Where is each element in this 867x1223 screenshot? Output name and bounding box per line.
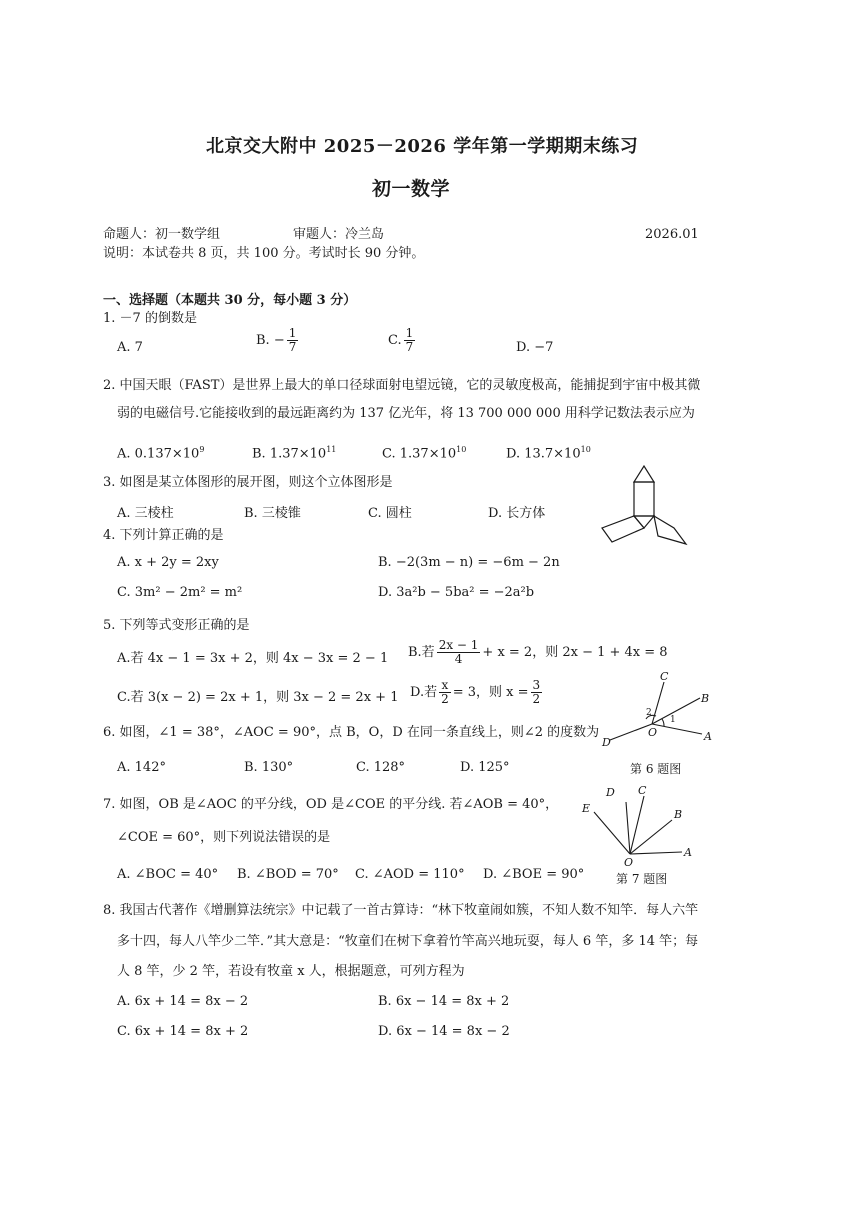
q5-option-b: B.若 $\frac{2x - 1}{4}$ + x = 2，则 2x − 1 + 4x = 8 bbox=[408, 638, 668, 666]
q7-option-d: D. ∠BOE = 90° bbox=[483, 867, 585, 882]
q8-line3: 人 8 竿，少 2 竿，若设有牧童 x 人，根据题意，可列方程为 bbox=[117, 964, 465, 979]
q7-label-a: A bbox=[684, 846, 692, 859]
q8-option-c: C. 6x + 14 = 8x + 2 bbox=[117, 1024, 249, 1039]
q7-label-e: E bbox=[582, 802, 591, 815]
q7-label-c: C bbox=[638, 784, 647, 797]
q2-line2: 弱的电磁信号.它能接收到的最远距离约为 137 亿光年，将 13 700 000 000 用科学记数法表示应为 bbox=[117, 406, 695, 421]
q6-label-b: B bbox=[701, 692, 710, 705]
q4-stem: 4. 下列计算正确的是 bbox=[103, 528, 224, 543]
q2-option-d: D. $13.7\times 10^{10}$ bbox=[506, 445, 591, 462]
q6-label-2: 2 bbox=[646, 708, 652, 718]
q1-option-b: B. − $\frac{1}{7}$ bbox=[256, 326, 297, 354]
q2-line1: 2. 中国天眼（FAST）是世界上最大的单口径球面射电望远镜，它的灵敏度极高，能捕捉到宇宙中极其微 bbox=[103, 378, 701, 393]
q7-label-o: O bbox=[624, 856, 634, 869]
exam-subject: 初一数学 bbox=[372, 178, 451, 200]
q2-option-c: C. $1.37\times 10^{10}$ bbox=[382, 445, 467, 462]
q8-line1: 8. 我国古代著作《增删算法统宗》中记载了一首古算诗：“林下牧童闹如簇，不知人数不知竿．每人六竿 bbox=[103, 903, 699, 918]
q2-option-b: B. $1.37\times 10^{11}$ bbox=[252, 445, 337, 462]
reviewer-label: 审题人：冷兰岛 bbox=[293, 227, 385, 242]
q5-option-d: D.若 $\frac{x}{2}$ = 3，则 x = $\frac{3}{2}$ bbox=[410, 678, 541, 706]
q1-stem: 1. －7 的倒数是 bbox=[103, 311, 197, 326]
q4-option-c: C. 3m² − 2m² = m² bbox=[117, 585, 243, 600]
q5-stem: 5. 下列等式变形正确的是 bbox=[103, 618, 250, 633]
q8-option-a: A. 6x + 14 = 8x − 2 bbox=[117, 994, 249, 1009]
q8-option-b: B. 6x − 14 = 8x + 2 bbox=[378, 994, 510, 1009]
q4-option-b: B. −2(3m − n) = −6m − 2n bbox=[378, 555, 560, 570]
q3-stem: 3. 如图是某立体图形的展开图，则这个立体图形是 bbox=[103, 475, 393, 490]
q7-option-a: A. ∠BOC = 40° bbox=[117, 867, 219, 882]
q6-label-a: A bbox=[704, 730, 712, 743]
q7-line2: ∠COE = 60°，则下列说法错误的是 bbox=[117, 830, 331, 845]
q6-stem: 6. 如图，∠1 = 38°，∠AOC = 90°，点 B，O，D 在同一条直线上，则∠2 的度数为 bbox=[103, 725, 600, 740]
q6-caption: 第 6 题图 bbox=[630, 762, 682, 776]
q6-option-c: C. 128° bbox=[356, 760, 406, 775]
q7-option-c: C. ∠AOD = 110° bbox=[355, 867, 465, 882]
q8-option-d: D. 6x − 14 = 8x − 2 bbox=[378, 1024, 510, 1039]
q7-label-b: B bbox=[674, 808, 683, 821]
q6-option-b: B. 130° bbox=[244, 760, 294, 775]
q6-option-d: D. 125° bbox=[460, 760, 510, 775]
q6-option-a: A. 142° bbox=[117, 760, 166, 775]
q1-option-c: C. $\frac{1}{7}$ bbox=[388, 326, 414, 354]
q7-bisector-diagram bbox=[574, 784, 702, 870]
q6-label-d: D bbox=[602, 736, 611, 748]
q4-option-a: A. x + 2y = 2xy bbox=[117, 555, 219, 570]
q1-option-d: D. −7 bbox=[516, 340, 554, 355]
author-label: 命题人：初一数学组 bbox=[103, 227, 221, 242]
q6-label-o: O bbox=[648, 726, 658, 739]
q7-caption: 第 7 题图 bbox=[616, 872, 668, 886]
q7-label-d: D bbox=[606, 786, 615, 799]
q2-option-a: A. $0.137\times 10^9$ bbox=[117, 445, 205, 462]
q8-line2: 多十四，每人八竿少二竿．”其大意是：“牧童们在树下拿着竹竿高兴地玩耍，每人 6 竿，多 14 竿；每 bbox=[117, 934, 699, 949]
section-heading: 一、选择题（本题共 30 分，每小题 3 分） bbox=[103, 293, 357, 308]
q4-option-d: D. 3a²b − 5ba² = −2a²b bbox=[378, 585, 535, 600]
q7-option-b: B. ∠BOD = 70° bbox=[237, 867, 339, 882]
q1-option-a: A. 7 bbox=[117, 340, 143, 355]
exam-instructions: 说明：本试卷共 8 页，共 100 分。考试时长 90 分钟。 bbox=[103, 246, 425, 261]
q3-option-c: C. 圆柱 bbox=[368, 506, 412, 521]
q5-option-c: C.若 3(x − 2) = 2x + 1，则 3x − 2 = 2x + 1 bbox=[117, 690, 399, 705]
q7-line1: 7. 如图，OB 是∠AOC 的平分线，OD 是∠COE 的平分线. 若∠AOB = 40°， bbox=[103, 797, 559, 812]
q6-angle-diagram bbox=[598, 668, 716, 748]
exam-title: 北京交大附中 2025－2026 学年第一学期期末练习 bbox=[206, 136, 639, 157]
q3-prism-net-diagram bbox=[598, 462, 690, 552]
q6-label-c: C bbox=[660, 670, 669, 683]
q3-option-b: B. 三棱锥 bbox=[244, 506, 301, 521]
q3-option-a: A. 三棱柱 bbox=[117, 506, 174, 521]
q5-option-a: A.若 4x − 1 = 3x + 2，则 4x − 3x = 2 − 1 bbox=[117, 651, 389, 666]
exam-date: 2026.01 bbox=[645, 227, 699, 242]
q3-option-d: D. 长方体 bbox=[488, 506, 546, 521]
q6-label-1: 1 bbox=[670, 715, 676, 725]
